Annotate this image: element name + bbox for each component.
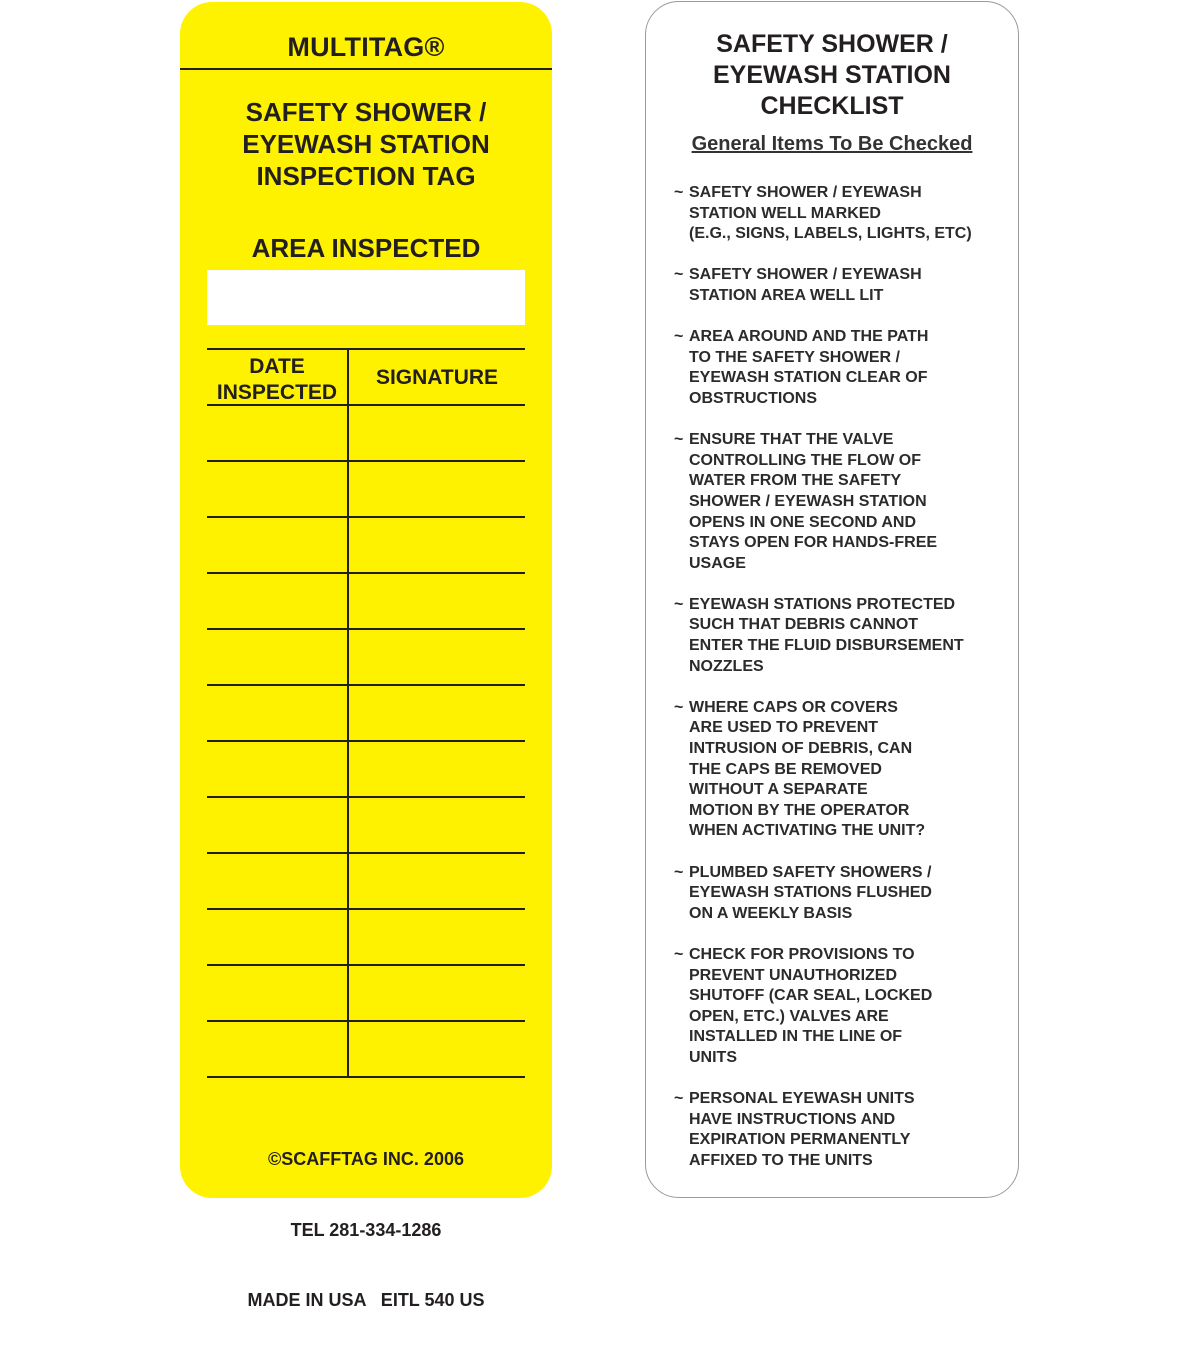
row-divider xyxy=(207,348,525,350)
header-line: INSPECTED xyxy=(216,381,338,404)
checklist-item-line: PREVENT UNAUTHORIZED xyxy=(689,966,898,984)
checklist-item xyxy=(674,183,1014,245)
checklist-item-line: INTRUSION OF DEBRIS, CAN xyxy=(689,740,913,758)
date-inspected-cell[interactable] xyxy=(207,1022,347,1076)
date-inspected-cell[interactable] xyxy=(207,742,347,796)
signature-cell[interactable] xyxy=(349,574,525,628)
date-inspected-cell[interactable] xyxy=(207,574,347,628)
date-inspected-cell[interactable] xyxy=(207,854,347,908)
date-inspected-cell[interactable] xyxy=(207,798,347,852)
checklist-item-line: OPENS IN ONE SECOND AND xyxy=(689,513,916,531)
checklist-item-line: EYEWASH STATIONS PROTECTED xyxy=(689,595,956,613)
checklist-item-line: SUCH THAT DEBRIS CANNOT xyxy=(689,616,919,634)
checklist-item-line: EYEWASH STATION CLEAR OF xyxy=(689,369,928,387)
checklist-item-line: STATION AREA WELL LIT xyxy=(689,286,884,304)
date-inspected-cell[interactable] xyxy=(207,406,347,460)
date-inspected-cell[interactable] xyxy=(207,462,347,516)
tilde-bullet-icon: ~ xyxy=(674,945,684,963)
checklist-item-line: EXPIRATION PERMANENTLY xyxy=(689,1131,911,1149)
tag-title-line: EYEWASH STATION xyxy=(242,129,490,159)
area-inspected-field[interactable] xyxy=(207,270,525,325)
signature-cell[interactable] xyxy=(349,1022,525,1076)
area-inspected-label: AREA INSPECTED xyxy=(251,233,481,263)
checklist-item-line: INSTALLED IN THE LINE OF xyxy=(689,1028,903,1046)
tilde-bullet-icon: ~ xyxy=(674,698,684,716)
signature-cell[interactable] xyxy=(349,630,525,684)
tilde-bullet-icon: ~ xyxy=(674,184,684,201)
tag-title-line: SAFETY SHOWER / xyxy=(245,97,487,127)
checklist-item-line: WATER FROM THE SAFETY xyxy=(689,472,902,490)
signature-cell[interactable] xyxy=(349,854,525,908)
tag-footer xyxy=(180,1101,552,1360)
checklist-item-line: ENTER THE FLUID DISBURSEMENT xyxy=(689,637,964,655)
checklist-item-line: SAFETY SHOWER / EYEWASH xyxy=(689,184,922,201)
header-line: DATE xyxy=(249,355,305,378)
checklist-item-line: ENSURE THAT THE VALVE xyxy=(689,431,894,449)
signature-cell[interactable] xyxy=(349,462,525,516)
checklist-item xyxy=(674,945,1014,1069)
checklist-item-line: AREA AROUND AND THE PATH xyxy=(689,328,929,346)
checklist-item-line: WITHOUT A SEPARATE xyxy=(689,781,868,799)
checklist-item-line: UNITS xyxy=(689,1048,737,1066)
checklist-item-line: PLUMBED SAFETY SHOWERS / xyxy=(689,863,932,881)
checklist-item-line: OPEN, ETC.) VALVES ARE xyxy=(689,1007,889,1025)
checklist-item-line: SHUTOFF (CAR SEAL, LOCKED xyxy=(689,987,933,1005)
checklist-title-line: CHECKLIST xyxy=(760,92,904,120)
inspection-tag xyxy=(180,2,552,1310)
checklist-item-line: CHECK FOR PROVISIONS TO xyxy=(689,945,915,963)
date-inspected-cell[interactable] xyxy=(207,630,347,684)
checklist-item-line: SAFETY SHOWER / EYEWASH xyxy=(689,266,922,284)
checklist-item-line: PERSONAL EYEWASH UNITS xyxy=(689,1090,915,1108)
checklist-item xyxy=(674,430,1014,574)
checklist-title xyxy=(646,29,1018,122)
tilde-bullet-icon: ~ xyxy=(674,328,684,346)
brand-name: MULTITAG® xyxy=(287,32,445,62)
tilde-bullet-icon: ~ xyxy=(674,1090,684,1108)
phone-text: TEL 281-334-1286 xyxy=(290,1219,442,1240)
checklist-item-line: OBSTRUCTIONS xyxy=(689,389,817,407)
date-inspected-cell[interactable] xyxy=(207,686,347,740)
checklist-item xyxy=(674,863,1014,925)
checklist-item-line: THE CAPS BE REMOVED xyxy=(689,760,882,778)
signature-cell[interactable] xyxy=(349,406,525,460)
row-divider xyxy=(207,1076,525,1078)
checklist-item-line: WHEN ACTIVATING THE UNIT? xyxy=(689,822,926,840)
inspection-log-table xyxy=(207,348,525,1078)
checklist-item-line: (E.G., SIGNS, LABELS, LIGHTS, ETC) xyxy=(689,225,972,243)
signature-cell[interactable] xyxy=(349,798,525,852)
checklist-item-line: USAGE xyxy=(689,554,746,572)
checklist-item-line: STAYS OPEN FOR HANDS-FREE xyxy=(689,534,938,552)
tag-title-line: INSPECTION TAG xyxy=(256,161,476,191)
origin-code-text: MADE IN USA EITL 540 US xyxy=(247,1290,485,1310)
checklist-item xyxy=(674,698,1014,842)
checklist-item-line: TO THE SAFETY SHOWER / xyxy=(689,348,900,366)
brand-divider xyxy=(180,68,552,70)
checklist-item xyxy=(674,1089,1014,1171)
date-inspected-cell[interactable] xyxy=(207,518,347,572)
tag-title xyxy=(180,96,552,192)
checklist-item-line: MOTION BY THE OPERATOR xyxy=(689,801,910,819)
checklist-item-line: STATION WELL MARKED xyxy=(689,204,881,222)
date-inspected-cell[interactable] xyxy=(207,910,347,964)
tilde-bullet-icon: ~ xyxy=(674,595,684,613)
column-header-date-inspected xyxy=(207,354,347,406)
signature-cell[interactable] xyxy=(349,910,525,964)
tilde-bullet-icon: ~ xyxy=(674,431,684,449)
column-header-signature: SIGNATURE xyxy=(375,366,499,389)
checklist-card xyxy=(645,1,1019,1198)
checklist-item xyxy=(674,327,1014,409)
checklist-title-line: EYEWASH STATION xyxy=(713,61,951,89)
checklist-item-line: ON A WEEKLY BASIS xyxy=(689,904,853,922)
checklist-item-line: HAVE INSTRUCTIONS AND xyxy=(689,1110,896,1128)
signature-cell[interactable] xyxy=(349,686,525,740)
checklist-subtitle: General Items To Be Checked xyxy=(691,133,973,155)
checklist-item-line: CONTROLLING THE FLOW OF xyxy=(689,451,921,469)
checklist-item-line: ARE USED TO PREVENT xyxy=(689,719,879,737)
checklist-items xyxy=(674,183,1014,1192)
signature-cell[interactable] xyxy=(349,518,525,572)
checklist-item-line: EYEWASH STATIONS FLUSHED xyxy=(689,884,932,902)
signature-cell[interactable] xyxy=(349,742,525,796)
checklist-item xyxy=(674,595,1014,677)
checklist-item-line: SHOWER / EYEWASH STATION xyxy=(689,492,927,510)
checklist-item-line: AFFIXED TO THE UNITS xyxy=(689,1151,873,1169)
date-inspected-cell[interactable] xyxy=(207,966,347,1020)
signature-cell[interactable] xyxy=(349,966,525,1020)
checklist-item-line: NOZZLES xyxy=(689,657,764,675)
copyright-text: ©SCAFFTAG INC. 2006 xyxy=(268,1149,464,1169)
tilde-bullet-icon: ~ xyxy=(674,863,684,881)
tilde-bullet-icon: ~ xyxy=(674,266,684,284)
checklist-item-line: WHERE CAPS OR COVERS xyxy=(689,698,898,716)
checklist-title-line: SAFETY SHOWER / xyxy=(716,30,948,58)
checklist-item xyxy=(674,265,1014,306)
